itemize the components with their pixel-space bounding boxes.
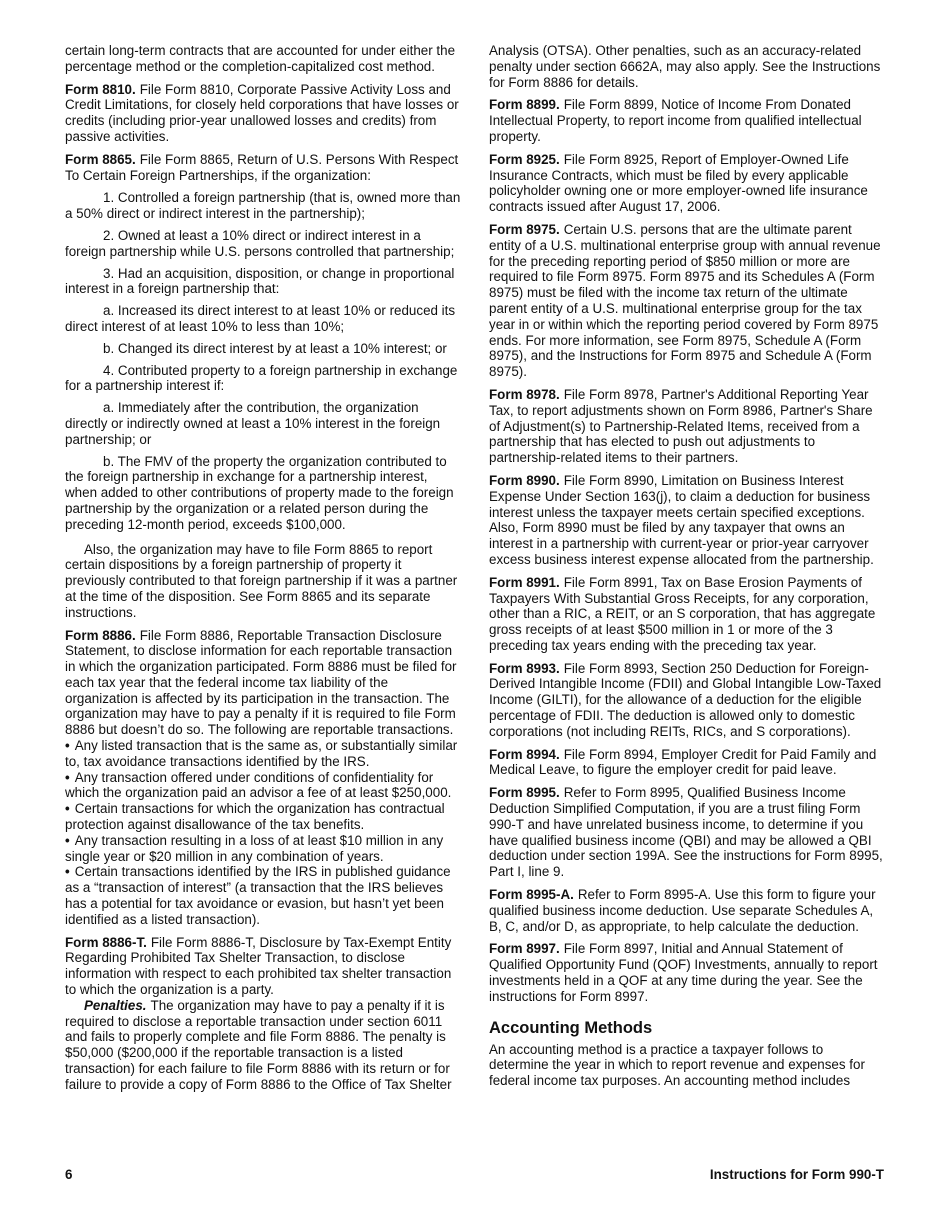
list-item — [65, 770, 463, 802]
penalties-heading: Penalties. — [84, 997, 147, 1013]
list-item-number: 3. — [103, 265, 115, 281]
form-8886-text: File Form 8886, Reportable Transaction Disclosure Statement, to disclose information for each reportable transaction in which the organization participated. Form 8886 must be filed for each tax year that the federal income tax liability of the organization is affected by its participation in the transaction. The organization may have to pay a penalty if it is required to file Form 8886 but doesn’t do so. The following are reportable transactions. — [65, 627, 457, 738]
list-item-number: a. — [103, 303, 115, 319]
list-item — [65, 400, 463, 447]
list-item — [65, 303, 463, 335]
list-item-text: Increased its direct interest to at least 10% or reduced its direct interest of at least 10% to less than 10%; — [65, 303, 456, 334]
form-8810-text: File Form 8810, Corporate Passive Activity Loss and Credit Limitations, for closely held corporations that have losses or credits (including prior-year unallowed losses and credits) from passive activities. — [65, 81, 459, 144]
form-heading: Form 8995. — [489, 785, 560, 801]
list-item — [65, 190, 463, 222]
form-text: File Form 8978, Partner's Additional Reporting Year Tax, to report adjustments shown on Form 8986, Partner's Share of Adjustment(s) to Partnership-Related Items, received from a partnership that has elected to push out adjustments to partnership-related items to their partners. — [489, 386, 873, 466]
bullet-text: Certain transactions for which the organization has contractual protection against disallowance of the tax benefits. — [65, 801, 445, 833]
list-item — [65, 363, 463, 395]
form-8865-also-paragraph: Also, the organization may have to file Form 8865 to report certain dispositions by a foreign partnership of property it previously contributed to that foreign partnership if it was a partner at the time of the disposition. See Form 8865 and its separate instructions. — [65, 541, 458, 620]
list-item-number: 1. — [103, 190, 115, 206]
form-8810-heading: Form 8810. — [65, 81, 136, 97]
form-8978-paragraph — [489, 387, 885, 466]
penalties-text: The organization may have to pay a penalty if it is required to disclose a reportable transaction under section 6011 and fails to properly complete and file Form 8886. The penalty is $50,000 ($200,000 if the reportable transaction is a listed transaction) for each failure to file Form 8886 with its return or for failure to provide a copy of Form 8886 to the Office of Tax Shelter — [65, 997, 452, 1092]
form-8925-paragraph — [489, 152, 885, 215]
form-8990-paragraph — [489, 473, 885, 568]
otsa-continuation: Analysis (OTSA). Other penalties, such as an accuracy-related penalty under section 6662A, may also apply. See the Instructions for Form 8886 for details. — [489, 43, 881, 90]
form-8865-paragraph — [65, 152, 463, 184]
form-8886t-text: File Form 8886-T, Disclosure by Tax-Exempt Entity Regarding Prohibited Tax Shelter Transaction, to disclose information with respect to each prohibited tax shelter transaction to which the organization is a party. — [65, 934, 452, 998]
form-heading: Form 8990. — [489, 472, 560, 488]
bullet-text: Any transaction resulting in a loss of at least $10 million in any single year or $20 million in any combination of years. — [65, 832, 444, 864]
form-8994-paragraph — [489, 747, 885, 779]
penalties-paragraph — [65, 998, 463, 1093]
list-item — [65, 228, 463, 260]
list-item-text: Controlled a foreign partnership (that is, owned more than a 50% direct or indirect interest in the partnership); — [65, 190, 461, 222]
left-column — [65, 43, 463, 1099]
bullet-text: Any listed transaction that is the same as, or substantially similar to, tax avoidance transactions identified by the IRS. — [65, 738, 458, 769]
bullet-icon: • — [65, 738, 70, 754]
list-item-text: Owned at least a 10% direct or indirect interest in a foreign partnership while U.S. persons controlled that partnership; — [65, 227, 455, 259]
form-text: File Form 8994, Employer Credit for Paid Family and Medical Leave, to figure the employer credit for paid leave. — [489, 746, 877, 778]
form-8991-paragraph — [489, 575, 885, 654]
list-item-text: Contributed property to a foreign partnership in exchange for a partnership interest if: — [65, 362, 458, 394]
form-heading: Form 8975. — [489, 221, 560, 237]
list-item — [65, 833, 463, 865]
form-8886t-heading: Form 8886-T. — [65, 934, 147, 950]
list-item-text: Changed its direct interest by at least a 10% interest; or — [117, 340, 447, 356]
list-item-number: b. — [103, 340, 115, 356]
form-text: File Form 8990, Limitation on Business Interest Expense Under Section 163(j), to claim a deduction for business interest unless the taxpayer meets certain specified exceptions. Also, Form 8990 must be filed by any taxpayer that owns an interest in a partnership with current-year or prior-year carryover excess business interest expense allocated from the partnership. — [489, 472, 874, 567]
form-heading: Form 8997. — [489, 941, 560, 957]
form-8975-paragraph — [489, 222, 885, 380]
list-item-number: b. — [103, 453, 115, 469]
form-text: File Form 8997, Initial and Annual Statement of Qualified Opportunity Fund (QOF) Investments, annually to report investments held in a QOF at any time during the year. See the instructions for Form 8997. — [489, 941, 878, 1004]
form-8997-paragraph — [489, 941, 885, 1004]
form-8865-text: File Form 8865, Return of U.S. Persons With Respect To Certain Foreign Partnerships, if the organization: — [65, 151, 459, 183]
list-item-text: The FMV of the property the organization contributed to the foreign partnership in exchange for a partnership interest, when added to other contributions of property made to the foreign partnership by the organization or a related person during the preceding 12-month period, exceeds $100,000. — [65, 453, 454, 532]
document-title: Instructions for Form 990-T — [709, 1167, 884, 1182]
form-heading: Form 8991. — [489, 574, 560, 590]
form-heading: Form 8925. — [489, 151, 560, 167]
form-8886t-paragraph — [65, 935, 463, 998]
bullet-icon: • — [65, 864, 70, 880]
list-item-number: a. — [103, 400, 115, 416]
list-item-number: 4. — [103, 362, 115, 378]
form-8810-paragraph — [65, 82, 463, 145]
form-text: File Form 8899, Notice of Income From Donated Intellectual Property, to report income from qualified intellectual property. — [489, 97, 862, 144]
list-item — [65, 341, 463, 357]
bullet-icon: • — [65, 769, 70, 785]
bullet-icon: • — [65, 801, 70, 817]
form-heading: Form 8978. — [489, 386, 560, 402]
bullet-text: Certain transactions identified by the IRS in published guidance as a “transaction of interest” (a transaction that the IRS believes has a potential for tax avoidance or evasion, but hasn’t yet been identified as a listed transaction). — [65, 864, 451, 927]
page-number: 6 — [65, 1167, 73, 1182]
right-column — [489, 43, 885, 1096]
form-text: File Form 8993, Section 250 Deduction for Foreign-Derived Intangible Income (FDII) and Global Intangible Low-Taxed Income (GILTI), for the allowance of a deduction for the eligible percentage of FDII. The deduction is allowed only to domestic corporations (not including REITs, RICs, and S corporations). — [489, 660, 882, 739]
form-8899-paragraph — [489, 97, 885, 144]
list-item — [65, 738, 463, 770]
form-8995-paragraph — [489, 785, 885, 880]
form-8865-heading: Form 8865. — [65, 151, 136, 167]
list-item — [65, 864, 463, 927]
form-heading: Form 8994. — [489, 746, 560, 762]
list-item — [65, 801, 463, 833]
form-text: Refer to Form 8995, Qualified Business Income Deduction Simplified Computation, if you are a trust filing Form 990-T and have unrelated business income, to determine if you have qualified business income (QBI) and may be allowed a QBI deduction under section 199A. See the instructions for Form 8995, Part I, line 9. — [489, 785, 883, 880]
form-text: Certain U.S. persons that are the ultimate parent entity of a U.S. multinational enterprise group with annual revenue for the preceding reporting period of $850 million or more are required to file Form 8975. Form 8975 and its Schedules A (Form 8975) must be filed with the income tax return of the ultimate parent entity of a U.S. multinational enterprise group for the tax year in or within which the reporting period covered by Form 8975 ends. For more information, see Form 8975, Schedule A (Form 8975), and the Instructions for Form 8975 and Schedule A (Form 8975). — [489, 221, 881, 380]
form-8995a-paragraph — [489, 887, 885, 934]
bullet-icon: • — [65, 832, 70, 848]
form-8886-paragraph — [65, 628, 463, 739]
list-item-text: Had an acquisition, disposition, or change in proportional interest in a foreign partnership that: — [65, 265, 455, 297]
form-8993-paragraph — [489, 661, 885, 740]
section-paragraph: An accounting method is a practice a taxpayer follows to determine the year in which to report revenue and expenses for federal income tax purposes. An accounting method includes — [489, 1041, 865, 1089]
form-text: File Form 8925, Report of Employer-Owned Life Insurance Contracts, which must be filed by every applicable policyholder owning one or more employer-owned life insurance contracts issued after August 17, 2006. — [489, 151, 868, 215]
intro-paragraph: certain long-term contracts that are accounted for under either the percentage method or the completion-capitalized cost method. — [65, 43, 456, 74]
form-heading: Form 8995-A. — [489, 887, 574, 903]
list-item-number: 2. — [103, 227, 115, 243]
form-8886-heading: Form 8886. — [65, 627, 136, 643]
list-item-text: Immediately after the contribution, the organization directly or indirectly owned at least a 10% interest in the foreign partnership; or — [65, 400, 441, 447]
form-heading: Form 8899. — [489, 97, 560, 113]
form-text: Refer to Form 8995-A. Use this form to figure your qualified business income deduction. Use separate Schedules A, B, C, and/or D, as appropriate, to help calculate the deduction. — [489, 887, 876, 934]
list-item — [65, 266, 463, 298]
section-heading: Accounting Methods — [489, 1018, 653, 1037]
form-heading: Form 8993. — [489, 660, 560, 676]
form-text: File Form 8991, Tax on Base Erosion Payments of Taxpayers With Substantial Gross Receipts, for any corporation, other than a RIC, a REIT, or an S corporation, that has aggregate gross receipts of at least $500 million in 1 or more of the 3 preceding tax years ending with the preceding tax year. — [489, 574, 876, 653]
bullet-text: Any transaction offered under conditions of confidentiality for which the organization paid an advisor a fee of at least $250,000. — [65, 769, 452, 801]
list-item — [65, 454, 463, 533]
